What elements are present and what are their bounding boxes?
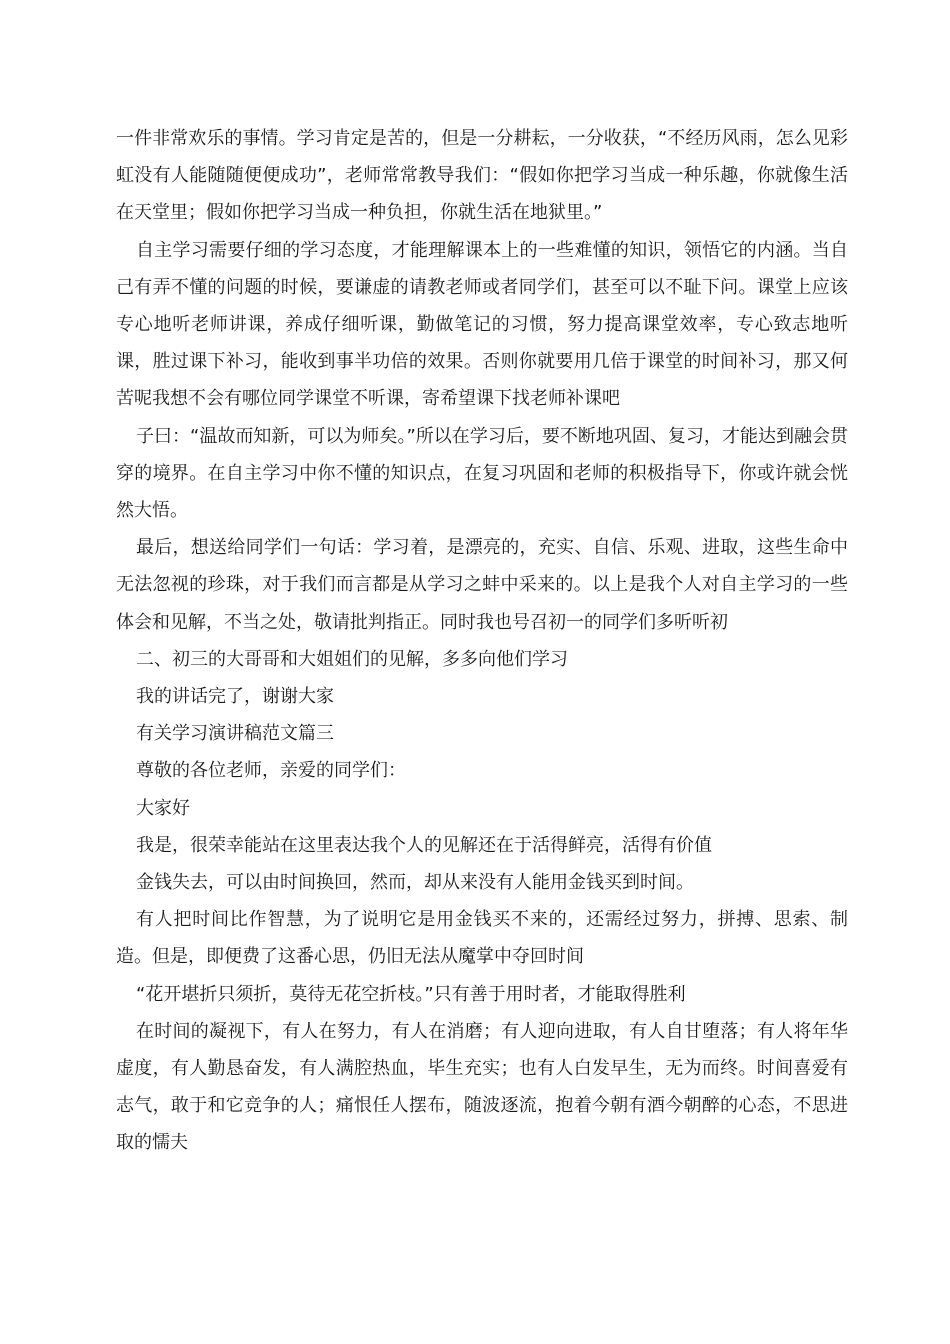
paragraph: 二、初三的大哥哥和大姐姐们的见解，多多向他们学习 — [136, 648, 568, 670]
document-body — [116, 120, 848, 1162]
salutation: 尊敬的各位老师，亲爱的同学们： — [136, 760, 406, 782]
paragraph: 我是，很荣幸能站在这里表达我个人的见解还在于活得鲜亮，活得有价值 — [136, 834, 712, 856]
paragraph: 自主学习需要仔细的学习态度，才能理解课本上的一些难懂的知识，领悟它的内涵。当自己有弄不懂的问题的时候，要谦虚的请教老师或者同学们，甚至可以不耻下问。课堂上应该专心地听老师讲课，养成仔细听课，勤做笔记的习惯，努力提高课堂效率，专心致志地听课，胜过课下补习，能收到事半功倍的效果。否则你就要用几倍于课堂的时间补习，那又何苦呢我想不会有哪位同学课堂不听课，寄希望课下找老师补课吧 — [116, 239, 848, 410]
paragraph: 一件非常欢乐的事情。学习肯定是苦的，但是一分耕耘，一分收获，“不经历风雨，怎么见彩虹没有人能随随便便成功”，老师常常教导我们：“假如你把学习当成一种乐趣，你就像生活在天堂里；假如你把学习当成一种负担，你就生活在地狱里。” — [116, 128, 848, 224]
paragraph: “花开堪折只须折，莫待无花空折枝。”只有善于用时者，才能取得胜利 — [136, 983, 686, 1005]
paragraph: 我的讲话完了，谢谢大家 — [136, 686, 334, 708]
greeting: 大家好 — [136, 797, 190, 819]
paragraph: 金钱失去，可以由时间换回，然而，却从来没有人能用金钱买到时间。 — [136, 872, 694, 894]
paragraph: 最后，想送给同学们一句话：学习着，是漂亮的，充实、自信、乐观、进取，这些生命中无法忽视的珍珠，对于我们而言都是从学习之蚌中采来的。以上是我个人对自主学习的一些体会和见解，不当之处，敬请批判指正。同时我也号召初一的同学们多听听初 — [116, 537, 848, 633]
paragraph: 子曰：“温故而知新，可以为师矣。”所以在学习后，要不断地巩固、复习，才能达到融会贯穿的境界。在自主学习中你不懂的知识点，在复习巩固和老师的积极指导下，你或许就会恍然大悟。 — [116, 425, 848, 522]
paragraph: 在时间的凝视下，有人在努力，有人在消磨；有人迎向进取，有人自甘堕落；有人将年华虚度，有人勤恳奋发，有人满腔热血，毕生充实；也有人白发早生，无为而终。时间喜爱有志气，敢于和它竞争的人；痛恨任人摆布，随波逐流，抱着今朝有酒今朝醉的心态，不思进取的懦夫 — [116, 1020, 848, 1154]
paragraph: 有人把时间比作智慧，为了说明它是用金钱买不来的，还需经过努力，拼搏、思索、制造。但是，即便费了这番心思，仍旧无法从魔掌中夺回时间 — [116, 909, 848, 968]
section-heading: 有关学习演讲稿范文篇三 — [136, 723, 334, 745]
